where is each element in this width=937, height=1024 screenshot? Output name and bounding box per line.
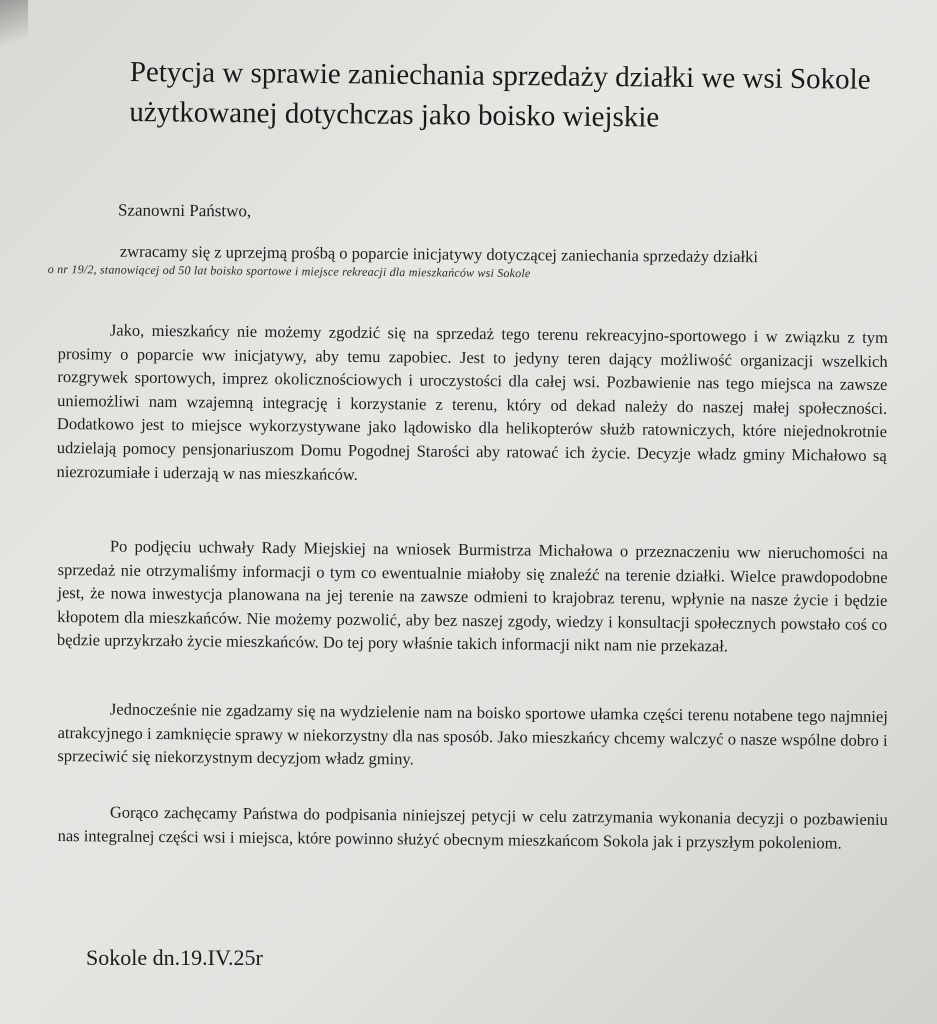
intro-block (48, 240, 908, 285)
petition-document (47, 52, 908, 970)
paragraph-3: Jednocześnie nie zgadzamy się na wydzielenie nam na boisko sportowe ułamka części terenu notabene tego najmniej atrakcyjnego i zamknięcie sprawy w niekorzystny dla nas sposób. Jako mieszkańcy chcemy walczyć o nasze wspólne dobro i sprzeciwić się niekorzystnym decyzjom władz gminy. (57, 699, 888, 769)
paragraph-1: Jako, mieszkańcy nie możemy zgodzić się na sprzedaż tego terenu rekreacyjno-sportowego i w związku z tym prosimy o poparcie ww inicjatywy, aby temu zapobiec. Jest to jedyny teren dający możliwość organizacji wszelkich rozgrywek sportowych, imprez okolicznościowych i uroczystości dla całej wsi. Pozbawienie nas tego miejsca na zawsze uniemożliwi nam wzajemną integrację i korzystanie z terenu, który od dekad należy do naszej małej społeczności. Dodatkowo jest to miejsce wykorzystywane jako lądowisko dla helikopterów służb ratowniczych, które niejednokrotnie udzielają pomocy pensjonariuszom Domu Pogodnej Starości aby ratować ich życie. Decyzje władz gminy Michałowo są niezrozumiałe i uderzają w nas mieszkańców. (56, 320, 888, 484)
intro-continuation-line: o nr 19/2, stanowiącej od 50 lat boisko sportowe i miejsce rekreacji dla mieszkańców wsi Sokole (47, 261, 531, 281)
paragraph-4: Gorąco zachęcamy Państwa do podpisania niniejszej petycji w celu zatrzymania wykonania decyzji o pozbawieniu nas integralnej części wsi i miejsca, które powinno służyć obecnym mieszkańcom Sokola jak i przyszłym pokoleniom. (57, 802, 888, 853)
intro-line: zwracamy się z uprzejmą prośbą o poparcie inicjatywy dotyczącej zaniechania sprzedaży działki (119, 241, 759, 267)
corner-shadow (0, 0, 28, 60)
paragraph-2: Po podjęciu uchwały Rady Miejskiej na wniosek Burmistrza Michałowa o przeznaczeniu ww nieruchomości na sprzedaż nie otrzymaliśmy informacji o tym co ewentualnie miałoby się znaleźć na terenie działki. Wielce prawdopodobne jest, że nowa inwestycja planowana na jej terenie na zawsze odmieni to krajobraz terenu, wpłynie na nasze życie i będzie kłopotem dla mieszkańców. Nie możemy pozwolić, aby bez naszej zgody, wiedzy i konsultacji społecznych powstało coś co będzie uprzykrzało życie mieszkańców. Do tej pory właśnie takich informacji nikt nam nie przekazał. (56, 536, 888, 656)
greeting: Szanowni Państwo, (117, 200, 252, 221)
place-and-date: Sokole dn.19.IV.25r (86, 945, 263, 970)
petition-title: Petycja w sprawie zaniechania sprzedaży działki we wsi Sokole użytkowanej dotychczas jako boisko wiejskie (129, 55, 871, 134)
